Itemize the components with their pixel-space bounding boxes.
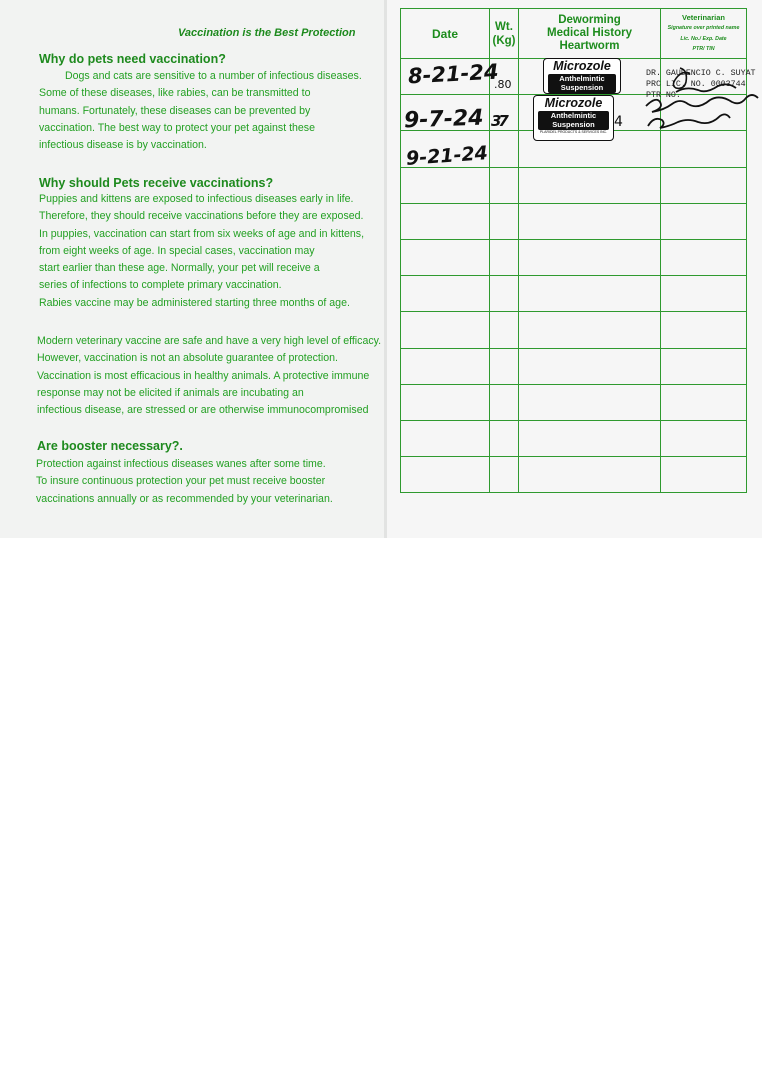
section-body-why-vaccinate <box>39 68 362 154</box>
header-veterinarian <box>661 9 747 59</box>
date-cell <box>401 239 490 275</box>
deworming-cell <box>519 312 661 348</box>
table-row <box>401 203 747 239</box>
section-body-booster <box>36 456 333 508</box>
handwritten-date: 9-7-24 <box>403 105 484 134</box>
medicine-sticker <box>543 58 621 94</box>
left-page <box>0 0 385 538</box>
table-row <box>401 348 747 384</box>
text-line: To insure continuous protection your pet must receive booster <box>36 475 326 488</box>
weight-cell <box>490 276 519 312</box>
date-cell <box>401 276 490 312</box>
text-line: Puppies and kittens are exposed to infectious diseases early in life. <box>39 193 354 205</box>
table-row <box>401 312 747 348</box>
table-row <box>401 167 747 203</box>
weight-cell <box>490 203 519 239</box>
deworming-cell <box>519 276 661 312</box>
sticker-line: Suspension <box>560 82 604 92</box>
handwritten-date: 8-21-24 <box>407 59 500 89</box>
section-body-why-receive <box>39 191 364 312</box>
text-line: vaccination. The best way to protect your pet against these <box>39 121 315 134</box>
page-title: Vaccination is the Best Protection <box>178 27 356 39</box>
text-line: infectious disease, are stressed or are otherwise immunocompromised <box>37 404 369 417</box>
deworming-cell <box>519 203 661 239</box>
text-line: humans. Fortunately, these diseases can be prevented by <box>39 104 311 117</box>
sticker-line: Anthelmintic <box>550 111 597 120</box>
text-line: infectious disease is by vaccination. <box>39 139 207 152</box>
weight-cell <box>490 420 519 456</box>
text-line: Therefore, they should receive vaccinations before they are exposed. <box>39 210 364 223</box>
vet-cell <box>661 276 747 312</box>
text-line: series of infections to complete primary vaccination. <box>39 279 282 292</box>
vet-ptr: PTR NO. <box>646 91 681 100</box>
text-line: Vaccination is most efficacious in healthy animals. A protective immune <box>37 369 370 382</box>
weight-cell <box>490 239 519 275</box>
sticker-line: Suspension <box>552 119 595 129</box>
header-vet-title: Veterinarian <box>682 12 725 22</box>
section-heading-why-receive: Why should Pets receive vaccinations? <box>39 176 274 190</box>
date-cell <box>401 312 490 348</box>
section-heading-booster: Are booster necessary?. <box>37 439 183 453</box>
handwritten-weight-scribble: 37 <box>491 112 506 130</box>
deworming-cell <box>519 420 661 456</box>
header-deworming <box>519 9 661 59</box>
deworming-cell <box>519 167 661 203</box>
table-row <box>401 239 747 275</box>
medicine-sticker <box>533 95 614 141</box>
text-line: response may not be elicited if animals are incubating an <box>37 386 304 399</box>
text-line: Modern veterinary vaccine are safe and have a very high level of efficacy. <box>37 335 382 347</box>
table-row <box>401 420 747 456</box>
header-weight-unit: (Kg) <box>492 34 516 47</box>
weight-cell <box>490 348 519 384</box>
date-cell <box>401 420 490 456</box>
text-line: start earlier than these age. Normally, your pet will receive a <box>39 262 320 275</box>
vet-cell <box>661 384 747 420</box>
deworming-cell <box>519 384 661 420</box>
table-header-row <box>401 9 747 59</box>
vet-license: PRC LIC. NO. 0003744 <box>646 80 746 89</box>
text-line: In puppies, vaccination can start from six weeks of age and in kittens, <box>39 227 365 240</box>
sticker-brand: Microzole <box>544 59 620 74</box>
vet-name: DR. GAUDENCIO C. SUYAT <box>646 69 756 78</box>
weight-cell <box>490 131 519 167</box>
header-deworming-line: Heartworm <box>559 40 620 52</box>
section-body-efficacy <box>37 333 381 419</box>
sticker-line: Anthelmintic <box>559 74 605 83</box>
sticker-label <box>548 74 616 93</box>
table-row <box>401 457 747 493</box>
text-line: Some of these diseases, like rabies, can be transmitted to <box>39 87 311 100</box>
text-line: vaccinations annually or as recommended by your veterinarian. <box>36 492 333 505</box>
handwritten-date: 9-21-24 <box>405 142 489 170</box>
sticker-brand: Microzole <box>534 96 613 111</box>
date-cell <box>401 457 490 493</box>
text-line: Rabies vaccine may be administered starting three months of age. <box>39 296 350 309</box>
vet-cell <box>661 312 747 348</box>
header-vet-license: Lic. No./ Exp. Date <box>680 35 727 42</box>
vet-cell <box>661 348 747 384</box>
vet-cell <box>661 239 747 275</box>
table-row <box>401 384 747 420</box>
table-row <box>401 276 747 312</box>
date-cell <box>401 167 490 203</box>
deworming-cell <box>519 239 661 275</box>
text-line: However, vaccination is not an absolute guarantee of protection. <box>37 352 338 365</box>
weight-cell <box>490 312 519 348</box>
vet-cell <box>661 457 747 493</box>
weight-cell <box>490 457 519 493</box>
vet-cell <box>661 420 747 456</box>
header-date: Date <box>401 9 490 59</box>
sticker-label <box>538 111 609 130</box>
date-cell <box>401 203 490 239</box>
text-line: Protection against infectious diseases wanes after some time. <box>36 458 326 470</box>
header-weight <box>490 9 519 59</box>
vet-cell <box>661 203 747 239</box>
date-cell <box>401 348 490 384</box>
header-deworming-line: Medical History <box>547 27 632 39</box>
header-vet-ptr: PTR/ TIN <box>692 46 715 52</box>
handwritten-mark: 4 <box>614 114 623 130</box>
vet-cell <box>661 167 747 203</box>
date-cell <box>401 384 490 420</box>
header-vet-signature: Signature over printed name <box>667 25 740 31</box>
weight-cell <box>490 167 519 203</box>
section-heading-why-vaccinate: Why do pets need vaccination? <box>39 52 226 66</box>
header-weight-line: Wt. <box>495 20 513 33</box>
handwritten-weight: .80 <box>494 78 512 91</box>
text-line: from eight weeks of age. In special cases, vaccination may <box>39 244 315 257</box>
sticker-maker: PLARIDEL PRODUCTS & SERVICES INC. <box>539 130 608 134</box>
weight-cell <box>490 384 519 420</box>
deworming-cell <box>519 457 661 493</box>
text-line: Dogs and cats are sensitive to a number of infectious diseases. <box>65 70 362 82</box>
deworming-cell <box>519 348 661 384</box>
header-deworming-line: Deworming <box>558 14 621 26</box>
vet-signature <box>640 60 760 140</box>
booklet-scan <box>0 0 762 538</box>
